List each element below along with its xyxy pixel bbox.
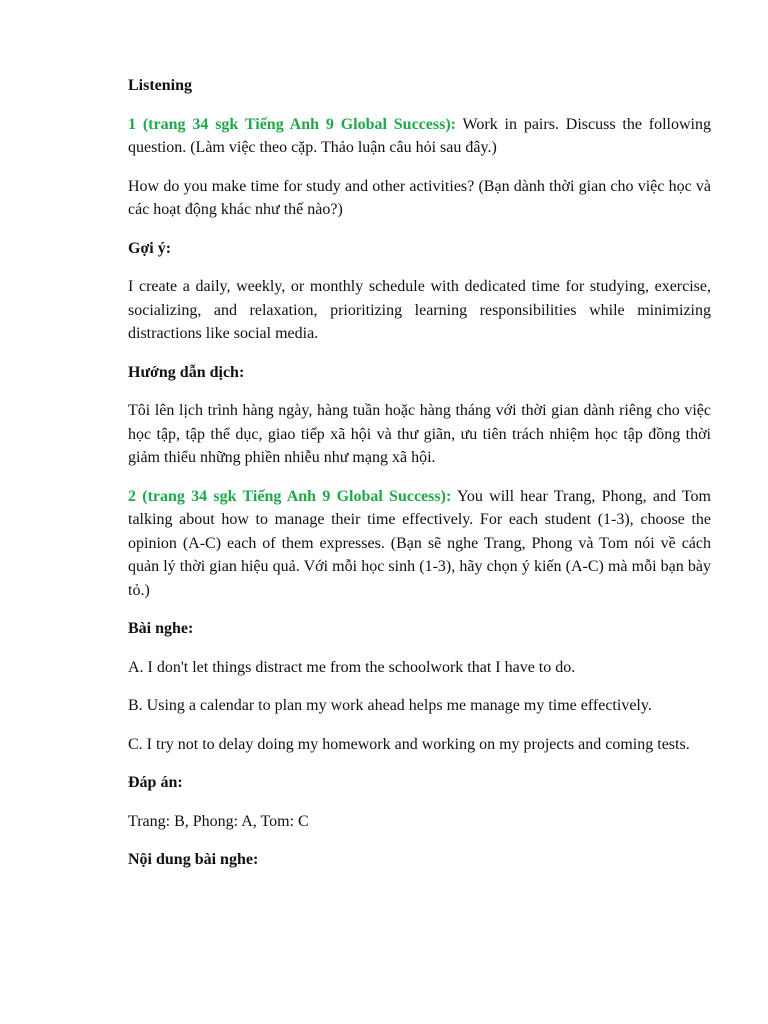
translation-text: Tôi lên lịch trình hàng ngày, hàng tuần hoặc hàng tháng với thời gian dành riêng cho việc học tập, tập thể dục, giao tiếp xã hội và thư giãn, ưu tiên trách nhiệm học tập đồng thời giảm thiểu những phiền nhiễu như mạng xã hội.: [128, 402, 711, 466]
discussion-question: How do you make time for study and other activities? (Bạn dành thời gian cho việc học và các hoạt động khác như thế nào?): [128, 177, 711, 218]
section-title: Listening: [128, 77, 193, 94]
hint-text: I create a daily, weekly, or monthly schedule with dedicated time for studying, exercise, socializing, and relaxation, prioritizing learning responsibilities while minimizing distractions like social media.: [128, 278, 711, 342]
listening-content-heading: Nội dung bài nghe:: [128, 851, 259, 868]
exercise-2-reference: 2 (trang 34 sgk Tiếng Anh 9 Global Success):: [128, 487, 452, 505]
exercise-2-paragraph: [128, 485, 711, 603]
hint-heading: Gợi ý:: [128, 239, 172, 257]
listening-heading: Bài nghe:: [128, 620, 194, 637]
exercise-1-instruction: Work in pairs. Discuss the following question. (Làm việc theo cặp. Thảo luận câu hỏi sau đây.): [128, 115, 711, 156]
answer-heading: Đáp án:: [128, 774, 183, 791]
exercise-1-reference: 1 (trang 34 sgk Tiếng Anh 9 Global Success):: [128, 115, 456, 133]
option-c: C. I try not to delay doing my homework and working on my projects and coming tests.: [128, 735, 690, 753]
translation-heading: Hướng dẫn dịch:: [128, 363, 245, 381]
option-b: B. Using a calendar to plan my work ahead helps me manage my time effectively.: [128, 697, 652, 714]
option-a: A. I don't let things distract me from the schoolwork that I have to do.: [128, 658, 576, 676]
document-page: [128, 74, 711, 887]
exercise-2-instruction: You will hear Trang, Phong, and Tom talking about how to manage their time effectively. For each student (1-3), choose the opinion (A-C) each of them expresses. (Bạn sẽ nghe Trang, Phong và Tom nói về cách quản lý thời gian hiệu quả. Với mỗi học sinh (1-3), hãy chọn ý kiến (A-C) mà mỗi bạn bày tỏ.): [128, 487, 712, 599]
answer-text: Trang: B, Phong: A, Tom: C: [128, 812, 309, 830]
exercise-1-paragraph: [128, 113, 711, 160]
